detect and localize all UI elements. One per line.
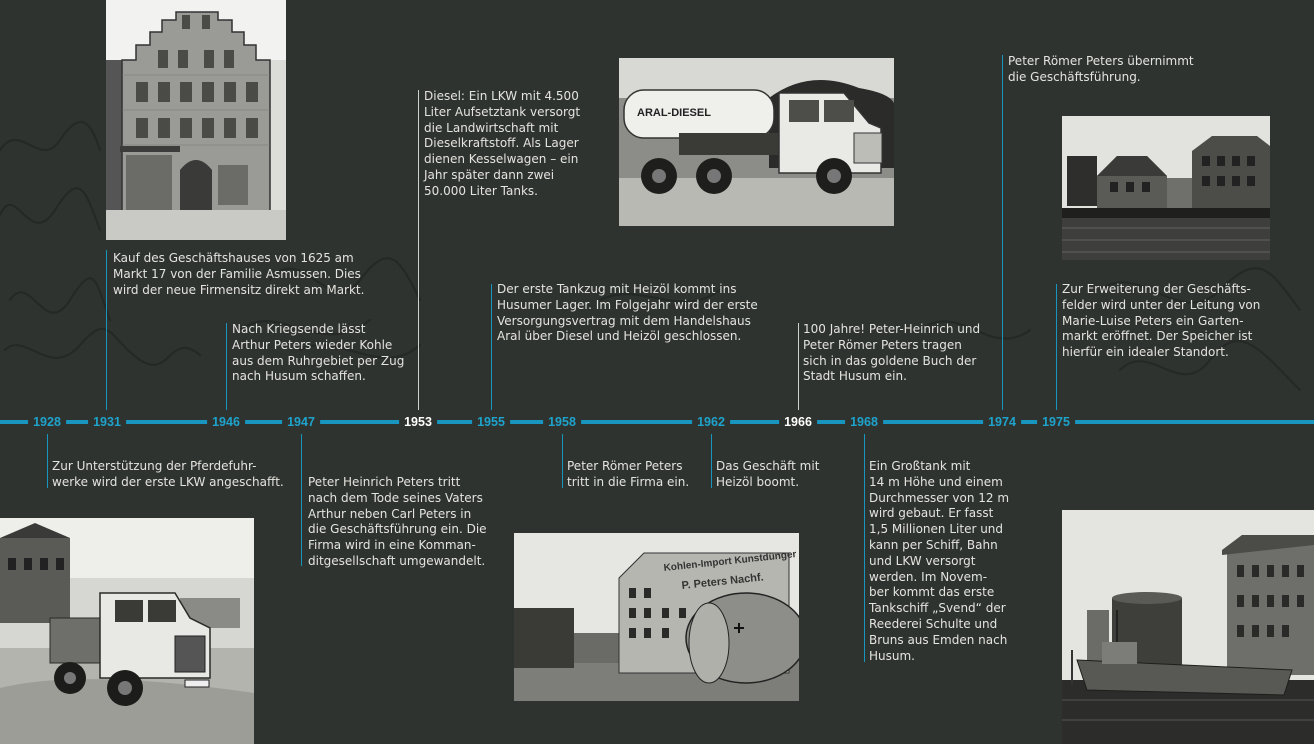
- event-1968-text: Ein Großtank mit 14 m Höhe und einem Durchmesser von 12 m wird gebaut. Er fasst 1,5 Millionen Liter und kann per Schiff, Bahn und LKW versorgt werden. Im Novem- ber kommt das erste Tankschiff „Svend“ der Reederei Schulte und Bruns aus Emden nach Husum.: [869, 459, 1010, 663]
- tanker-label: ARAL-DIESEL: [637, 107, 711, 119]
- connector-1958: [562, 434, 563, 488]
- year-1962: 1962: [692, 414, 730, 430]
- event-1962-text: Das Geschäft mit Heizöl boomt.: [716, 459, 820, 489]
- year-1974: 1974: [983, 414, 1021, 430]
- event-1953-text: Diesel: Ein LKW mit 4.500 Liter Aufsetztank versorgt die Landwirtschaft mit Dieselkraftstoff. Als Lager dienen Kesselwagen – ein Jahr später dann zwei 50.000 Liter Tanks.: [424, 89, 581, 198]
- connector-1962: [711, 434, 712, 488]
- year-1928: 1928: [28, 414, 66, 430]
- year-1966: 1966: [779, 414, 817, 430]
- event-1931-text: Kauf des Geschäftshauses von 1625 am Markt 17 von der Familie Asmussen. Dies wird der neue Firmensitz direkt am Markt.: [113, 251, 365, 297]
- year-1968: 1968: [845, 414, 883, 430]
- event-1946-text: Nach Kriegsende lässt Arthur Peters wieder Kohle aus dem Ruhrgebiet per Zug nach Husum schaffen.: [232, 322, 405, 384]
- year-1947: 1947: [282, 414, 320, 430]
- event-1974-text: Peter Römer Peters übernimmt die Geschäftsführung.: [1008, 54, 1194, 84]
- event-1928-text: Zur Unterstützung der Pferdefuhr- werke wird der erste LKW angeschafft.: [52, 459, 284, 489]
- year-1955: 1955: [472, 414, 510, 430]
- event-1955-text: Der erste Tankzug mit Heizöl kommt ins Husumer Lager. Im Folgejahr wird der erste Versorgungsvertrag mit dem Handelshaus Aral über Diesel und Heizöl geschlossen.: [497, 282, 758, 344]
- event-1966-text: 100 Jahre! Peter-Heinrich und Peter Römer Peters tragen sich in das goldene Buch der Stadt Husum ein.: [803, 322, 981, 384]
- connector-1975: [1056, 284, 1057, 410]
- photo-aral-diesel-truck: [619, 58, 894, 226]
- connector-1968: [864, 434, 865, 662]
- photo-warehouse-railcar: [514, 533, 799, 701]
- connector-1946: [226, 323, 227, 410]
- event-1947-text: Peter Heinrich Peters tritt nach dem Tode seines Vaters Arthur neben Carl Peters in die Geschäftsführung ein. Die Firma wird in eine Komman- ditgesellschaft umgewandelt.: [308, 475, 487, 568]
- connector-1955: [491, 284, 492, 410]
- photo-business-house: [106, 0, 286, 240]
- year-1946: 1946: [207, 414, 245, 430]
- event-1958-text: Peter Römer Peters tritt in die Firma ein.: [567, 459, 690, 489]
- event-1975-text: Zur Erweiterung der Geschäfts- felder wird unter der Leitung von Marie-Luise Peters ein Garten- markt eröffnet. Der Speicher ist hierfür ein idealer Standort.: [1062, 282, 1261, 360]
- year-1931: 1931: [88, 414, 126, 430]
- timeline-bar: [0, 420, 1314, 424]
- connector-1974: [1002, 55, 1003, 410]
- warehouse-sign-1: Kohlen-Import Kunstdünger: [663, 549, 797, 574]
- connector-1953: [418, 90, 419, 410]
- year-1975: 1975: [1037, 414, 1075, 430]
- connector-1947: [301, 434, 302, 566]
- year-1953: 1953: [399, 414, 437, 430]
- photo-waterfront-market: [1062, 116, 1270, 260]
- connector-1928: [47, 434, 48, 488]
- connector-1931: [106, 250, 107, 410]
- photo-first-truck: [0, 518, 254, 744]
- year-1958: 1958: [543, 414, 581, 430]
- warehouse-sign-2: P. Peters Nachf.: [681, 571, 765, 592]
- photo-tank-ship: [1062, 510, 1314, 744]
- connector-1966: [798, 323, 799, 410]
